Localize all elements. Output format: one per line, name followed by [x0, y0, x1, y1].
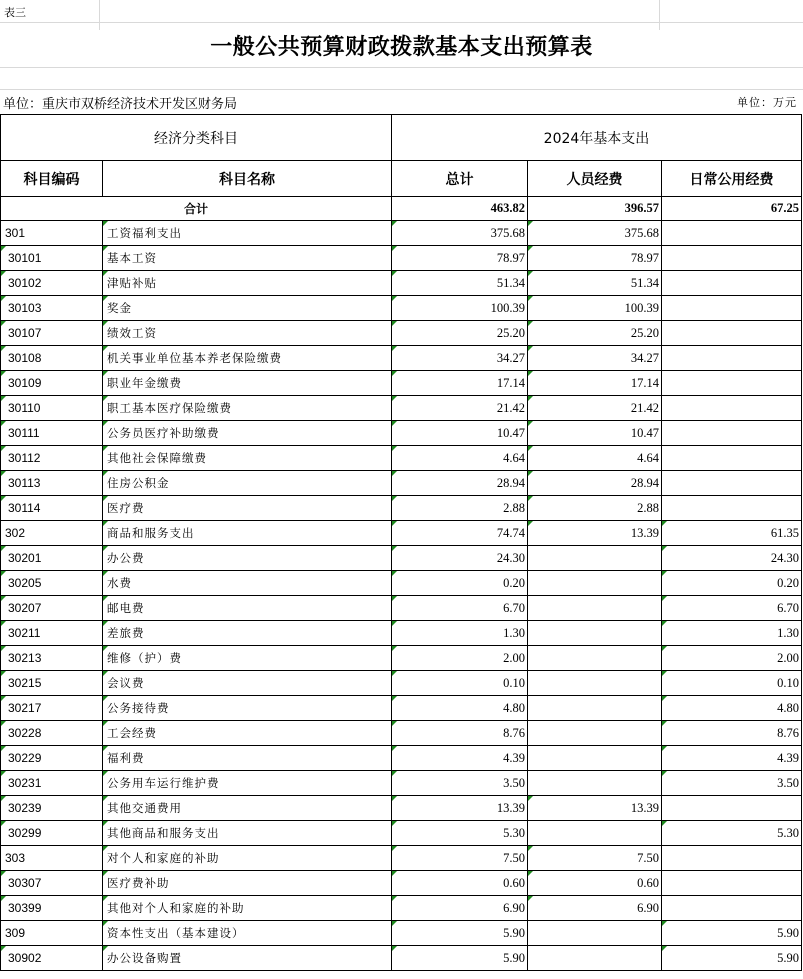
row-public: 0.20: [662, 571, 802, 596]
row-name: 机关事业单位基本养老保险缴费: [103, 346, 392, 371]
row-name: 工会经费: [103, 721, 392, 746]
row-name: 办公费: [103, 546, 392, 571]
row-public: [662, 371, 802, 396]
row-name: 津贴补贴: [103, 271, 392, 296]
row-code: 30111: [1, 421, 103, 446]
total-public: 67.25: [662, 197, 802, 221]
row-name: 办公设备购置: [103, 946, 392, 971]
table-row: [1, 846, 802, 871]
row-total: 5.30: [392, 821, 528, 846]
row-name: 医疗费: [103, 496, 392, 521]
public-header: 日常公用经费: [662, 161, 802, 197]
total-row: [1, 197, 802, 221]
row-total: 24.30: [392, 546, 528, 571]
row-public: 5.90: [662, 921, 802, 946]
econ-class-header: 经济分类科目: [1, 115, 392, 161]
table-row: [1, 646, 802, 671]
row-personnel: 13.39: [528, 521, 662, 546]
total-label: 合计: [1, 197, 392, 221]
row-name: 其他商品和服务支出: [103, 821, 392, 846]
table-label: 表三: [4, 6, 26, 19]
budget-table: [0, 114, 802, 971]
row-personnel: 100.39: [528, 296, 662, 321]
row-personnel: 13.39: [528, 796, 662, 821]
row-personnel: 7.50: [528, 846, 662, 871]
table-row: [1, 821, 802, 846]
row-code: 30102: [1, 271, 103, 296]
row-personnel: [528, 746, 662, 771]
currency-unit-label: 单位：万元: [737, 96, 797, 109]
table-row: [1, 471, 802, 496]
row-personnel: 6.90: [528, 896, 662, 921]
row-code: 30213: [1, 646, 103, 671]
row-name: 其他交通费用: [103, 796, 392, 821]
table-row: [1, 296, 802, 321]
row-personnel: 2.88: [528, 496, 662, 521]
row-public: [662, 296, 802, 321]
row-code: 30228: [1, 721, 103, 746]
table-row: [1, 796, 802, 821]
row-personnel: [528, 721, 662, 746]
row-name: 职业年金缴费: [103, 371, 392, 396]
row-total: 100.39: [392, 296, 528, 321]
row-code: 301: [1, 221, 103, 246]
row-code: 309: [1, 921, 103, 946]
row-code: 30103: [1, 296, 103, 321]
row-total: 17.14: [392, 371, 528, 396]
row-name: 邮电费: [103, 596, 392, 621]
row-total: 34.27: [392, 346, 528, 371]
row-code: 303: [1, 846, 103, 871]
basic-expense-header: 2024年基本支出: [392, 115, 802, 161]
row-total: 4.39: [392, 746, 528, 771]
row-code: 30112: [1, 446, 103, 471]
row-personnel: [528, 546, 662, 571]
row-name: 商品和服务支出: [103, 521, 392, 546]
row-public: [662, 796, 802, 821]
row-total: 7.50: [392, 846, 528, 871]
row-name: 福利费: [103, 746, 392, 771]
row-public: [662, 221, 802, 246]
row-personnel: [528, 646, 662, 671]
row-public: 24.30: [662, 546, 802, 571]
row-personnel: 21.42: [528, 396, 662, 421]
row-total: 25.20: [392, 321, 528, 346]
row-public: [662, 871, 802, 896]
row-public: [662, 271, 802, 296]
row-personnel: 0.60: [528, 871, 662, 896]
row-personnel: 4.64: [528, 446, 662, 471]
row-name: 公务用车运行维护费: [103, 771, 392, 796]
table-row: [1, 371, 802, 396]
row-code: 30205: [1, 571, 103, 596]
row-personnel: 375.68: [528, 221, 662, 246]
table-row: [1, 421, 802, 446]
row-total: 375.68: [392, 221, 528, 246]
row-public: 6.70: [662, 596, 802, 621]
row-code: 30307: [1, 871, 103, 896]
row-personnel: [528, 671, 662, 696]
row-code: 30211: [1, 621, 103, 646]
row-name: 职工基本医疗保险缴费: [103, 396, 392, 421]
row-public: [662, 446, 802, 471]
row-name: 奖金: [103, 296, 392, 321]
row-total: 5.90: [392, 946, 528, 971]
row-name: 维修（护）费: [103, 646, 392, 671]
row-total: 5.90: [392, 921, 528, 946]
table-row: [1, 521, 802, 546]
row-code: 30399: [1, 896, 103, 921]
row-name: 会议费: [103, 671, 392, 696]
row-public: 5.30: [662, 821, 802, 846]
row-personnel: 51.34: [528, 271, 662, 296]
row-name: 基本工资: [103, 246, 392, 271]
header-row-1: [1, 115, 802, 161]
row-name: 差旅费: [103, 621, 392, 646]
table-row: [1, 596, 802, 621]
table-row: [1, 396, 802, 421]
row-total: 2.00: [392, 646, 528, 671]
row-public: [662, 496, 802, 521]
row-public: 5.90: [662, 946, 802, 971]
row-public: 61.35: [662, 521, 802, 546]
row-total: 0.60: [392, 871, 528, 896]
row-name: 公务员医疗补助缴费: [103, 421, 392, 446]
row-code: 30110: [1, 396, 103, 421]
row-total: 28.94: [392, 471, 528, 496]
row-personnel: [528, 596, 662, 621]
table-row: [1, 271, 802, 296]
row-code: 30217: [1, 696, 103, 721]
row-total: 10.47: [392, 421, 528, 446]
table-row: [1, 671, 802, 696]
row-personnel: [528, 921, 662, 946]
row-public: 1.30: [662, 621, 802, 646]
row-personnel: [528, 771, 662, 796]
header-row-2: [1, 161, 802, 197]
row-total: 13.39: [392, 796, 528, 821]
table-row: [1, 721, 802, 746]
table-row: [1, 321, 802, 346]
row-public: [662, 321, 802, 346]
row-public: 2.00: [662, 646, 802, 671]
total-header: 总计: [392, 161, 528, 197]
row-total: 74.74: [392, 521, 528, 546]
table-row: [1, 621, 802, 646]
row-public: 8.76: [662, 721, 802, 746]
row-code: 30114: [1, 496, 103, 521]
row-public: [662, 396, 802, 421]
row-total: 1.30: [392, 621, 528, 646]
table-row: [1, 896, 802, 921]
row-code: 30215: [1, 671, 103, 696]
row-code: 30201: [1, 546, 103, 571]
table-row: [1, 946, 802, 971]
row-name: 水费: [103, 571, 392, 596]
page-title: 一般公共预算财政拨款基本支出预算表: [210, 34, 593, 60]
row-total: 3.50: [392, 771, 528, 796]
row-total: 6.70: [392, 596, 528, 621]
table-row: [1, 496, 802, 521]
row-name: 对个人和家庭的补助: [103, 846, 392, 871]
row-personnel: [528, 821, 662, 846]
row-total: 6.90: [392, 896, 528, 921]
row-public: [662, 246, 802, 271]
row-total: 78.97: [392, 246, 528, 271]
department-label: 单位：重庆市双桥经济技术开发区财务局: [3, 97, 238, 112]
row-personnel: 17.14: [528, 371, 662, 396]
row-personnel: 10.47: [528, 421, 662, 446]
row-name: 公务接待费: [103, 696, 392, 721]
row-personnel: 28.94: [528, 471, 662, 496]
row-personnel: 25.20: [528, 321, 662, 346]
row-name: 住房公积金: [103, 471, 392, 496]
row-personnel: 78.97: [528, 246, 662, 271]
table-row: [1, 446, 802, 471]
row-name: 资本性支出（基本建设）: [103, 921, 392, 946]
row-public: [662, 846, 802, 871]
table-row: [1, 696, 802, 721]
row-public: 3.50: [662, 771, 802, 796]
row-public: 4.80: [662, 696, 802, 721]
row-name: 绩效工资: [103, 321, 392, 346]
table-row: [1, 246, 802, 271]
row-total: 2.88: [392, 496, 528, 521]
total-amount: 463.82: [392, 197, 528, 221]
table-row: [1, 346, 802, 371]
table-row: [1, 546, 802, 571]
row-public: 0.10: [662, 671, 802, 696]
row-total: 8.76: [392, 721, 528, 746]
row-code: 30229: [1, 746, 103, 771]
table-row: [1, 571, 802, 596]
row-name: 医疗费补助: [103, 871, 392, 896]
row-code: 30239: [1, 796, 103, 821]
row-name: 其他对个人和家庭的补助: [103, 896, 392, 921]
table-row: [1, 871, 802, 896]
row-personnel: [528, 621, 662, 646]
row-public: [662, 421, 802, 446]
table-row: [1, 221, 802, 246]
row-public: 4.39: [662, 746, 802, 771]
name-header: 科目名称: [103, 161, 392, 197]
row-total: 51.34: [392, 271, 528, 296]
table-row: [1, 921, 802, 946]
row-personnel: [528, 946, 662, 971]
row-total: 21.42: [392, 396, 528, 421]
row-code: 30207: [1, 596, 103, 621]
row-public: [662, 346, 802, 371]
row-code: 302: [1, 521, 103, 546]
row-total: 4.64: [392, 446, 528, 471]
row-code: 30299: [1, 821, 103, 846]
row-total: 0.10: [392, 671, 528, 696]
row-public: [662, 471, 802, 496]
row-name: 其他社会保障缴费: [103, 446, 392, 471]
row-personnel: 34.27: [528, 346, 662, 371]
personnel-header: 人员经费: [528, 161, 662, 197]
row-code: 30113: [1, 471, 103, 496]
row-personnel: [528, 571, 662, 596]
row-code: 30107: [1, 321, 103, 346]
row-code: 30101: [1, 246, 103, 271]
table-row: [1, 771, 802, 796]
code-header: 科目编码: [1, 161, 103, 197]
row-code: 30902: [1, 946, 103, 971]
row-code: 30108: [1, 346, 103, 371]
table-row: [1, 746, 802, 771]
row-personnel: [528, 696, 662, 721]
total-personnel: 396.57: [528, 197, 662, 221]
row-name: 工资福利支出: [103, 221, 392, 246]
row-total: 4.80: [392, 696, 528, 721]
row-code: 30109: [1, 371, 103, 396]
row-code: 30231: [1, 771, 103, 796]
row-total: 0.20: [392, 571, 528, 596]
row-public: [662, 896, 802, 921]
